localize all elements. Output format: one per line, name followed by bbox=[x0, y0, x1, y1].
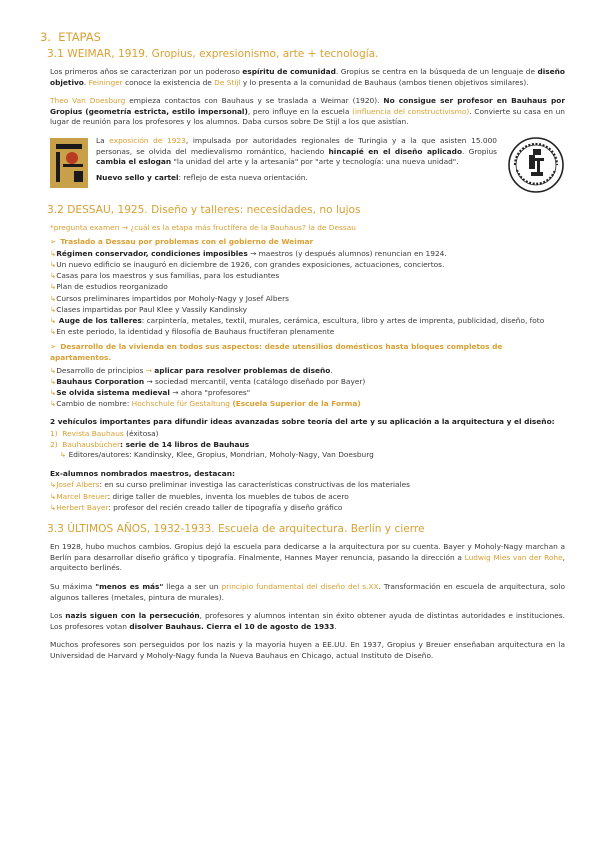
arrow-bullet-icon: ➢ bbox=[50, 342, 57, 352]
arrow-icon: ↳ bbox=[50, 502, 57, 512]
alumni-name: Marcel Breuer bbox=[56, 491, 108, 501]
vehicle-name: Revista Bauhaus bbox=[62, 429, 124, 439]
dessau-list-1 bbox=[40, 249, 565, 337]
list-item bbox=[50, 294, 565, 305]
list-item bbox=[50, 260, 565, 271]
list-item-text: Clases impartidas por Paul Klee y Vassily Kandinsky bbox=[56, 304, 247, 314]
alumni-name: Herbert Bayer bbox=[56, 502, 109, 512]
arrow-icon: ↳ bbox=[50, 480, 57, 490]
list-item-part: Bauhaus Corporation bbox=[56, 376, 145, 386]
section-number: 3. bbox=[40, 30, 51, 44]
alumni-item bbox=[50, 492, 565, 503]
vehicle-item bbox=[50, 429, 565, 440]
alumni-item bbox=[50, 480, 565, 491]
vehicle-item bbox=[50, 440, 565, 451]
list-item-text: : carpintería, metales, textil, murales, cerámica, escultura, libro y artes de imprenta, publicidad, diseño, foto bbox=[141, 315, 545, 325]
list-item bbox=[50, 388, 565, 399]
arrow-icon: ↳ bbox=[50, 293, 57, 303]
list-item bbox=[50, 271, 565, 282]
arrow-icon: ↳ bbox=[50, 249, 57, 259]
exhibition-paragraph: La exposición de 1923, impulsada por autoridades regionales de Turingia y a la que asisten 15.000 personas, se olvida del medievalismo romántico, haciendo hincapié en el diseño aplicado. Gropius cambia el eslogan "la unidad del arte y la artesanía" por "arte y tecnología: una nueva unidad". bbox=[96, 135, 497, 167]
section-heading bbox=[40, 30, 565, 44]
berlin-paragraph-2: Su máxima "menos es más" llega a ser un principio fundamental del diseño del s.XX. Transformación en escuela de arquitectura, solo algunos talleres (metales, pintura de murales). bbox=[50, 582, 565, 602]
list-item bbox=[50, 377, 565, 388]
new-seal-paragraph: Nuevo sello y cartel: reflejo de esta nueva orientación. bbox=[96, 172, 308, 182]
arrow-icon: ↳ bbox=[50, 271, 57, 281]
list-item bbox=[50, 249, 565, 260]
alumni-text: : en su curso preliminar investiga las características constructivas de los materiales bbox=[99, 480, 411, 490]
arrow-icon: ↳ bbox=[50, 326, 57, 336]
list-item-part: Desarrollo de principios bbox=[56, 365, 146, 375]
exhibition-row bbox=[50, 136, 565, 194]
arrow-icon: ↳ bbox=[50, 398, 57, 408]
berlin-paragraph-1: En 1928, hubo muchos cambios. Gropius dejó la escuela para dedicarse a la arquitectura por su cuenta. Bayer y Moholy-Nagy marchan a Berlín para desarrollar diseño gráfico y tipografía. Finalmente, Hannes Mayer renuncia, pasando la dirección a Ludwig Mies van der Rohe, arquitecto berlinés. bbox=[50, 542, 566, 573]
list-item-part: aplicar para resolver problemas de diseño bbox=[154, 365, 331, 375]
dessau-list-2 bbox=[40, 366, 565, 410]
list-item bbox=[50, 305, 565, 316]
arrow-icon: ↳ bbox=[50, 365, 57, 375]
berlin-paragraph-4: Muchos profesores son perseguidos por los nazis y la mayoría huyen a EE.UU. En 1937, Gropius y Breuer enseñaban arquitectura en la Universidad de Harvard y Moholy-Nagy funda la Nueva Bauhaus en Chicago, actual Instituto de Diseño. bbox=[50, 640, 565, 660]
arrow-icon: ↳ bbox=[50, 260, 57, 270]
list-item bbox=[50, 316, 565, 327]
arrow-icon: ↳ bbox=[60, 450, 67, 460]
list-item-part: Se olvida sistema medieval bbox=[56, 387, 170, 397]
bullet-move-to-dessau: ➢ Traslado a Dessau por problemas con el gobierno de Weimar bbox=[50, 236, 314, 246]
exhibition-poster-image bbox=[50, 138, 88, 188]
arrow-icon: ↳ bbox=[50, 376, 57, 386]
vehicle-number: 1) bbox=[50, 429, 58, 439]
vehicles-list bbox=[40, 429, 565, 450]
list-item-text: Cursos preliminares impartidos por Moholy-Nagy y Josef Albers bbox=[56, 293, 289, 303]
berlin-paragraph-3: Los nazis siguen con la persecución, profesores y alumnos intentan sin éxito obtener ayuda de distintas autoridades e instituciones. Los profesores votan disolver Bauhaus. Cierra el 10 de agosto de 1933. bbox=[50, 611, 566, 631]
list-item bbox=[50, 282, 565, 293]
exhibition-text bbox=[96, 136, 503, 183]
list-item bbox=[50, 327, 565, 338]
alumni-item bbox=[50, 503, 565, 514]
vehicle-rest: (éxitosa) bbox=[123, 429, 159, 439]
arrow-icon: ↳ bbox=[50, 491, 57, 501]
list-item-part: → sociedad mercantil, venta (catálogo diseñado por Bayer) bbox=[144, 376, 366, 386]
list-item bbox=[50, 399, 565, 410]
bauhaus-seal-image bbox=[507, 136, 565, 194]
vehicle-number: 2) bbox=[50, 439, 58, 449]
list-item-part: (Escuela Superior de la Forma) bbox=[232, 398, 361, 408]
arrow-bullet-icon: ➢ bbox=[50, 236, 57, 246]
list-item-part: Cambio de nombre: bbox=[56, 398, 132, 408]
list-item-text: → maestros (y después alumnos) renuncian en 1924. bbox=[247, 249, 447, 259]
list-item-part: . bbox=[330, 365, 333, 375]
vehicles-intro: 2 vehículos importantes para difundir ideas avanzadas sobre teoría del arte y su aplicación a la arquitectura y el diseño: bbox=[50, 417, 555, 427]
weimar-heading: 3.1 WEIMAR, 1919. Gropius, expresionismo, arte + tecnología. bbox=[47, 48, 379, 60]
alumni-text: : dirige taller de muebles, inventa los muebles de tubos de acero bbox=[107, 491, 349, 501]
alumni-name: Josef Albers bbox=[56, 480, 100, 490]
list-item-text: Plan de estudios reorganizado bbox=[56, 282, 168, 292]
list-item-text: Un nuevo edificio se inauguró en diciembre de 1926, con grandes exposiciones, actuaciones, conciertos. bbox=[56, 260, 445, 270]
alumni-list bbox=[40, 480, 565, 513]
list-item-bold: Régimen conservador, condiciones imposibles bbox=[56, 249, 248, 259]
arrow-icon: ↳ bbox=[50, 387, 57, 397]
list-item-part: → bbox=[145, 365, 155, 375]
alumni-text: : profesor del recién creado taller de tipografía y diseño gráfico bbox=[108, 502, 343, 512]
arrow-icon: ↳ bbox=[50, 304, 57, 314]
list-item-text: Casas para los maestros y sus familias, para los estudiantes bbox=[56, 271, 280, 281]
weimar-paragraph-2: Theo Van Doesburg empieza contactos con Bauhaus y se traslada a Weimar (1920). No consigue ser profesor en Bauhaus por Gropius (geometría estricta, estilo impersonal), pero influye en la escuela (influencia del constructivismo). Convierte su casa en un lugar de reunión para los profesores y los alumnos. Daba cursos sobre De Stijl a los que asistían. bbox=[50, 96, 566, 127]
vehicle-name: Bauhausbücher bbox=[62, 439, 121, 449]
document-page bbox=[40, 30, 565, 670]
berlin-heading: 3.3 ÚLTIMOS AÑOS, 1932-1933. Escuela de arquitectura. Berlín y cierre bbox=[47, 523, 425, 536]
list-item-bold: Auge de los talleres bbox=[56, 315, 142, 325]
arrow-icon: ↳ bbox=[50, 315, 57, 325]
exam-note: *pregunta examen → ¿cuál es la etapa más fructífera de la Bauhaus? la de Dessau bbox=[50, 222, 356, 232]
weimar-paragraph-1: Los primeros años se caracterizan por un poderoso espíritu de comunidad. Gropius se centra en la búsqueda de un lenguaje de diseño objetivo. Feininger conoce la existencia de De Stijl y lo presenta a la comunidad de Bauhaus (ambos tienen objetivos similares). bbox=[50, 67, 566, 87]
arrow-icon: ↳ bbox=[50, 282, 57, 292]
dessau-heading: 3.2 DESSAU, 1925. Diseño y talleres: necesidades, no lujos bbox=[47, 203, 361, 216]
bullet-housing: ➢ Desarrollo de la vivienda en todos sus aspectos: desde utensilios domésticos hasta bloques completos de apartamentos. bbox=[50, 342, 503, 362]
list-item-part: → ahora "profesores" bbox=[169, 387, 251, 397]
list-item-part: Hochschule für Gestaltung bbox=[131, 398, 233, 408]
section-title: ETAPAS bbox=[58, 30, 101, 44]
list-item bbox=[50, 366, 565, 377]
vehicle-bold: : serie de 14 libros de Bauhaus bbox=[120, 439, 250, 449]
alumni-intro: Ex-alumnos nombrados maestros, destacan: bbox=[50, 468, 235, 478]
editors-line: ↳ Editores/autores: Kandinsky, Klee, Gropius, Mondrian, Moholy-Nagy, Van Doesburg bbox=[60, 450, 374, 460]
list-item-text: En este periodo, la identidad y filosofía de Bauhaus fructiferan plenamente bbox=[56, 326, 335, 336]
